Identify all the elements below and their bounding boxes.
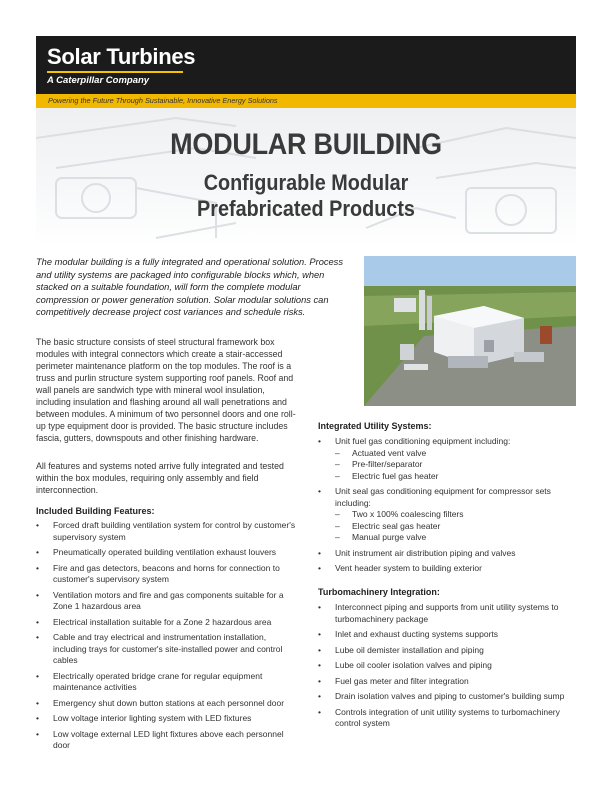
list-item: • Drain isolation valves and piping to customer's building sump	[318, 691, 580, 703]
included-features-list	[36, 520, 298, 756]
sublist-item: – Two x 100% coalescing filters	[335, 509, 580, 521]
list-item: • Unit instrument air distribution piping and valves	[318, 548, 580, 560]
list-item-text: Unit fuel gas conditioning equipment including:	[335, 436, 511, 446]
intro-paragraph: The modular building is a fully integrated and operational solution. Process and utility systems are packaged into configurable blocks which, when stacked on a suitable foundation, will form the complete modular compression or power generation solution. Solar modular solutions can competitively decrease project cost variances and schedule risks.	[36, 257, 343, 317]
sublist-item: – Electric seal gas heater	[335, 521, 580, 533]
brand-header	[36, 36, 576, 94]
list-item: • Fire and gas detectors, beacons and horns for connection to customer's supervisory system	[36, 563, 298, 586]
page-subtitle	[63, 170, 549, 222]
list-item: • Interconnect piping and supports from unit utility systems to turbomachinery package	[318, 602, 580, 625]
list-item-text: Unit seal gas conditioning equipment for compressor sets including:	[335, 486, 551, 508]
fuel-gas-sublist	[335, 448, 580, 483]
utility-systems-list	[318, 436, 580, 579]
sublist-item: – Electric fuel gas heater	[335, 471, 580, 483]
brand-subtitle: A Caterpillar Company	[47, 75, 150, 86]
tagline-text: Powering the Future Through Sustainable, Innovative Energy Solutions	[48, 96, 278, 105]
list-item: • Low voltage interior lighting system with LED fixtures	[36, 713, 298, 725]
list-item: • Lube oil demister installation and piping	[318, 645, 580, 657]
sublist-item: – Manual purge valve	[335, 532, 580, 544]
list-item: • Fuel gas meter and filter integration	[318, 676, 580, 688]
list-item: • Inlet and exhaust ducting systems supports	[318, 629, 580, 641]
logo-underline	[47, 71, 183, 73]
list-item: • Lube oil cooler isolation valves and piping	[318, 660, 580, 672]
page-title: MODULAR BUILDING	[170, 128, 442, 161]
page-subtitle-line2: Prefabricated Products	[197, 196, 415, 221]
list-item: • Vent header system to building exterior	[318, 563, 580, 575]
utility-systems-heading: Integrated Utility Systems:	[318, 421, 432, 431]
list-item: • Electrically operated bridge crane for regular equipment maintenance activities	[36, 671, 298, 694]
list-item: • Controls integration of unit utility systems to turbomachinery control system	[318, 707, 580, 730]
list-item	[318, 436, 580, 482]
sublist-item: – Pre-filter/separator	[335, 459, 580, 471]
list-item: • Forced draft building ventilation system for control by customer's supervisory system	[36, 520, 298, 543]
list-item	[318, 486, 580, 544]
structure-paragraph: The basic structure consists of steel structural framework box modules with integral connectors which create a stair-accessed perimeter maintenance platform on the top modules. The roof is a truss and purlin structure system supporting roof panels. Roof and wall panels are sandwich type with mineral wool insulation, including insulation and flashing around all wall penetrations and between modules. A minimum of two personnel doors and one roll-up type equipment door is provided. The basic structure includes fascia, gutters, downspouts and other finishing hardware.	[36, 337, 296, 443]
included-features-heading: Included Building Features:	[36, 506, 155, 516]
turbomachinery-heading: Turbomachinery Integration:	[318, 587, 440, 597]
sublist-item: – Actuated vent valve	[335, 448, 580, 460]
tagline-bar	[36, 94, 576, 108]
integration-paragraph: All features and systems noted arrive fully integrated and tested within the box modules, requiring only assembly and field interconnection.	[36, 461, 284, 495]
brand-logo-text: Solar Turbines	[47, 44, 196, 69]
list-item: • Pneumatically operated building ventilation exhaust louvers	[36, 547, 298, 559]
turbomachinery-list	[318, 602, 580, 734]
list-item: • Electrical installation suitable for a Zone 2 hazardous area	[36, 617, 298, 629]
list-item: • Emergency shut down button stations at each personnel door	[36, 698, 298, 710]
modular-building-photo	[364, 256, 576, 406]
aerial-building-illustration	[364, 256, 576, 406]
page-subtitle-line1: Configurable Modular	[203, 170, 409, 195]
list-item: • Ventilation motors and fire and gas components suitable for a Zone 1 hazardous area	[36, 590, 298, 613]
list-item: • Cable and tray electrical and instrumentation installation, including trays for customer's site-installed power and control cables	[36, 632, 298, 667]
seal-gas-sublist	[335, 509, 580, 544]
list-item: • Low voltage external LED light fixtures above each personnel door	[36, 729, 298, 752]
